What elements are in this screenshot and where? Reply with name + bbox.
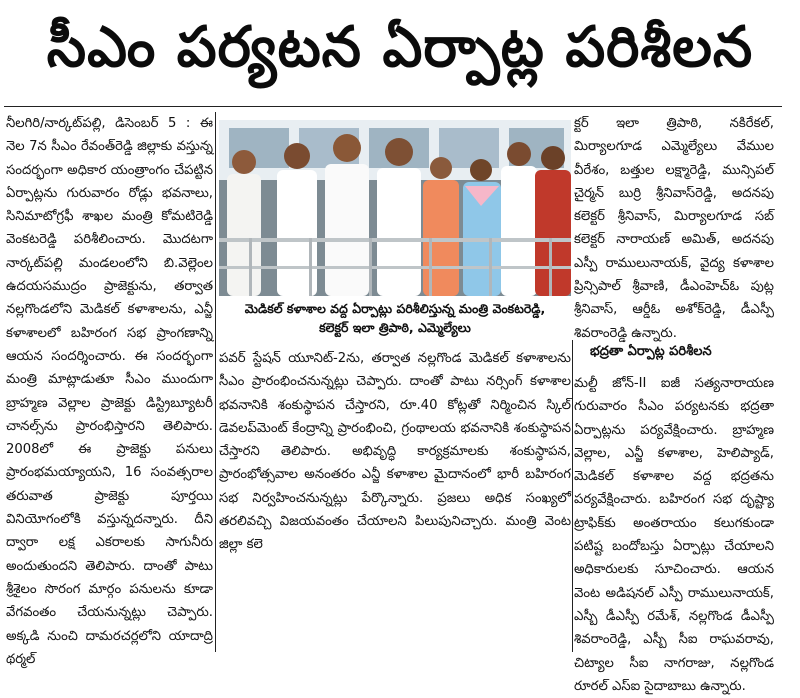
photo-caption xyxy=(219,299,571,337)
security-subheading: భద్రతా ఏర్పాట్ల పరిశీలన xyxy=(590,344,712,359)
photo-caption-line-1: మెడికల్ కళాశాల వద్ద ఏర్పాట్లు పరిశీలిస్తున్న మంత్రి వెంకటరెడ్డి, xyxy=(244,301,546,316)
column-rule-left xyxy=(215,112,216,652)
article-column-left xyxy=(6,112,213,671)
article-column-right-2 xyxy=(574,372,774,698)
headline-rule xyxy=(4,106,782,107)
article-column-right xyxy=(574,112,774,345)
article-body-middle: పవర్ స్టేషన్ యూనిట్-2ను, తర్వాత నల్లగొండ మెడికల్ కళాశాలను సీఎం ప్రారంభించనున్నట్లు చెప్పారు. దాంతో పాటు నర్సింగ్ కళాశాల భవనానికి శంకుస్థాపన చేస్తారని, రూ.40 కోట్లతో నిర్మించిన స్కిల్ డెవలప్‌మెంట్ కేంద్రాన్ని ప్రారంభించి, గ్రంథాలయ భవనానికి శంకుస్థాపన చేస్తారని తెలిపారు. అభివృద్ధి కార్యక్రమాలకు శంకుస్థాపన, ప్రారంభోత్సవాల అనంతరం ఎన్జీ కళాశాల మైదానంలో భారీ బహిరంగ సభ నిర్వహించనున్నట్లు పేర్కొన్నారు. ప్రజలు అధిక సంఖ్యలో తరలివచ్చి విజయవంతం చేయాలని పిలుపునిచ్చారు. మంత్రి వెంట జిల్లా కలె xyxy=(219,351,571,553)
news-photo xyxy=(219,120,571,296)
article-body-security: మల్టీ జోన్-II ఐజీ సత్యనారాయణ గురువారం సీఎం పర్యటనకు భద్రతా ఏర్పాట్లను పర్యవేక్షించారు. బ్రాహ్మణ వెల్లాల, ఎన్జీ కళాశాల, హెలిప్యాడ్, మెడికల్ కళాశాల వద్ద భద్రతను పర్యవేక్షించారు. బహిరంగ సభ దృష్ట్యా ట్రాఫిక్‌కు అంతరాయం కలుగకుండా పటిష్ట బందోబస్తు ఏర్పాట్లు చేయాలని అధికారులకు సూచించారు. ఆయన వెంట అడిషనల్ ఎస్పీ రాములునాయక్, ఎస్బీ డీఎస్పీ రమేశ్, నల్లగొండ డీఎస్పీ శివరాంరెడ్డి, ఎస్బీ సీఐ రాఘవరావు, చిట్యాల సీఐ నాగరాజు, నల్లగొండ రూరల్ ఎస్‌ఐ సైదాబాబు ఉన్నారు. xyxy=(574,376,774,694)
column-rule-right xyxy=(572,340,573,652)
article-headline: సీఎం పర్యటన ఏర్పాట్ల పరిశీలన xyxy=(46,14,754,80)
article-column-middle xyxy=(219,347,571,557)
article-body-left: నీలగిరి/నార్కట్‌పల్లి, డిసెంబర్ 5 : ఈ నెల 7న సీఎం రేవంత్‌రెడ్డి జిల్లాకు వస్తున్న సందర్భంగా అధికార యంత్రాంగం చేపట్టిన ఏర్పాట్లను గురువారం రోడ్లు భవనాలు, సినిమాటోగ్రఫీ శాఖల మంత్రి కోమటిరెడ్డి వెంకటరెడ్డి పరిశీలించారు. మొదటగా నార్కట్‌పల్లి మండలంలోని బి.వెల్లెంల ఉదయసముద్రం ప్రాజెక్టును, తర్వాత నల్లగొండలోని మెడికల్ కళాశాలను, ఎన్జీ కళాశాలలో బహిరంగ సభ ప్రాంగణాన్ని ఆయన సందర్శించారు. ఈ సందర్భంగా మంత్రి మాట్లాడుతూ సీఎం ముందుగా బ్రాహ్మణ వెల్లాల ప్రాజెక్టు డిస్ట్రిబ్యూటరీ చానల్స్‌ను ప్రారంభిస్తారని తెలిపారు. 2008లో ఈ ప్రాజెక్టు పనులు ప్రారంభమయ్యాయని, 16 సంవత్సరాల తరువాత ప్రాజెక్టు పూర్తయి వినియోగంలోకి వస్తున్నదన్నారు. దీని ద్వారా లక్ష ఎకరాలకు సాగునీరు అందుతుందని తెలిపారు. దాంతో పాటు శ్రీశైలం సొరంగ మార్గం పనులను కూడా వేగవంతం చేయనున్నట్లు చెప్పారు. అక్కడి నుంచి దామరచర్లలోని యాదాద్రి థర్మల్ xyxy=(6,116,213,667)
photo-caption-line-2: కలెక్టర్ ఇలా త్రిపాఠి, ఎమ్మెల్యేలు xyxy=(319,320,471,335)
article-body-right: క్టర్ ఇలా త్రిపాఠి, నకిరేకల్, మిర్యాలగూడ ఎమ్మెల్యేలు వేముల వీరేశం, బత్తుల లక్ష్మారెడ్డి, మున్సిపల్ చైర్మన్ బుర్రి శ్రీనివాస్‌రెడ్డి, అదనపు కలెక్టర్ శ్రీనివాస్, మిర్యాలగూడ సబ్ కలెక్టర్ నారాయణ్ అమిత్, అదనపు ఎస్పీ రాములునాయక్, వైద్య కళాశాల ప్రిన్సిపాల్ శ్రీవాణి, డీఎంహెచ్‌ఓ పుట్ల శ్రీనివాస్, ఆర్డీఓ అశోక్‌రెడ్డి, డీఎస్పీ శివరాంరెడ్డి ఉన్నారు. xyxy=(574,116,774,341)
